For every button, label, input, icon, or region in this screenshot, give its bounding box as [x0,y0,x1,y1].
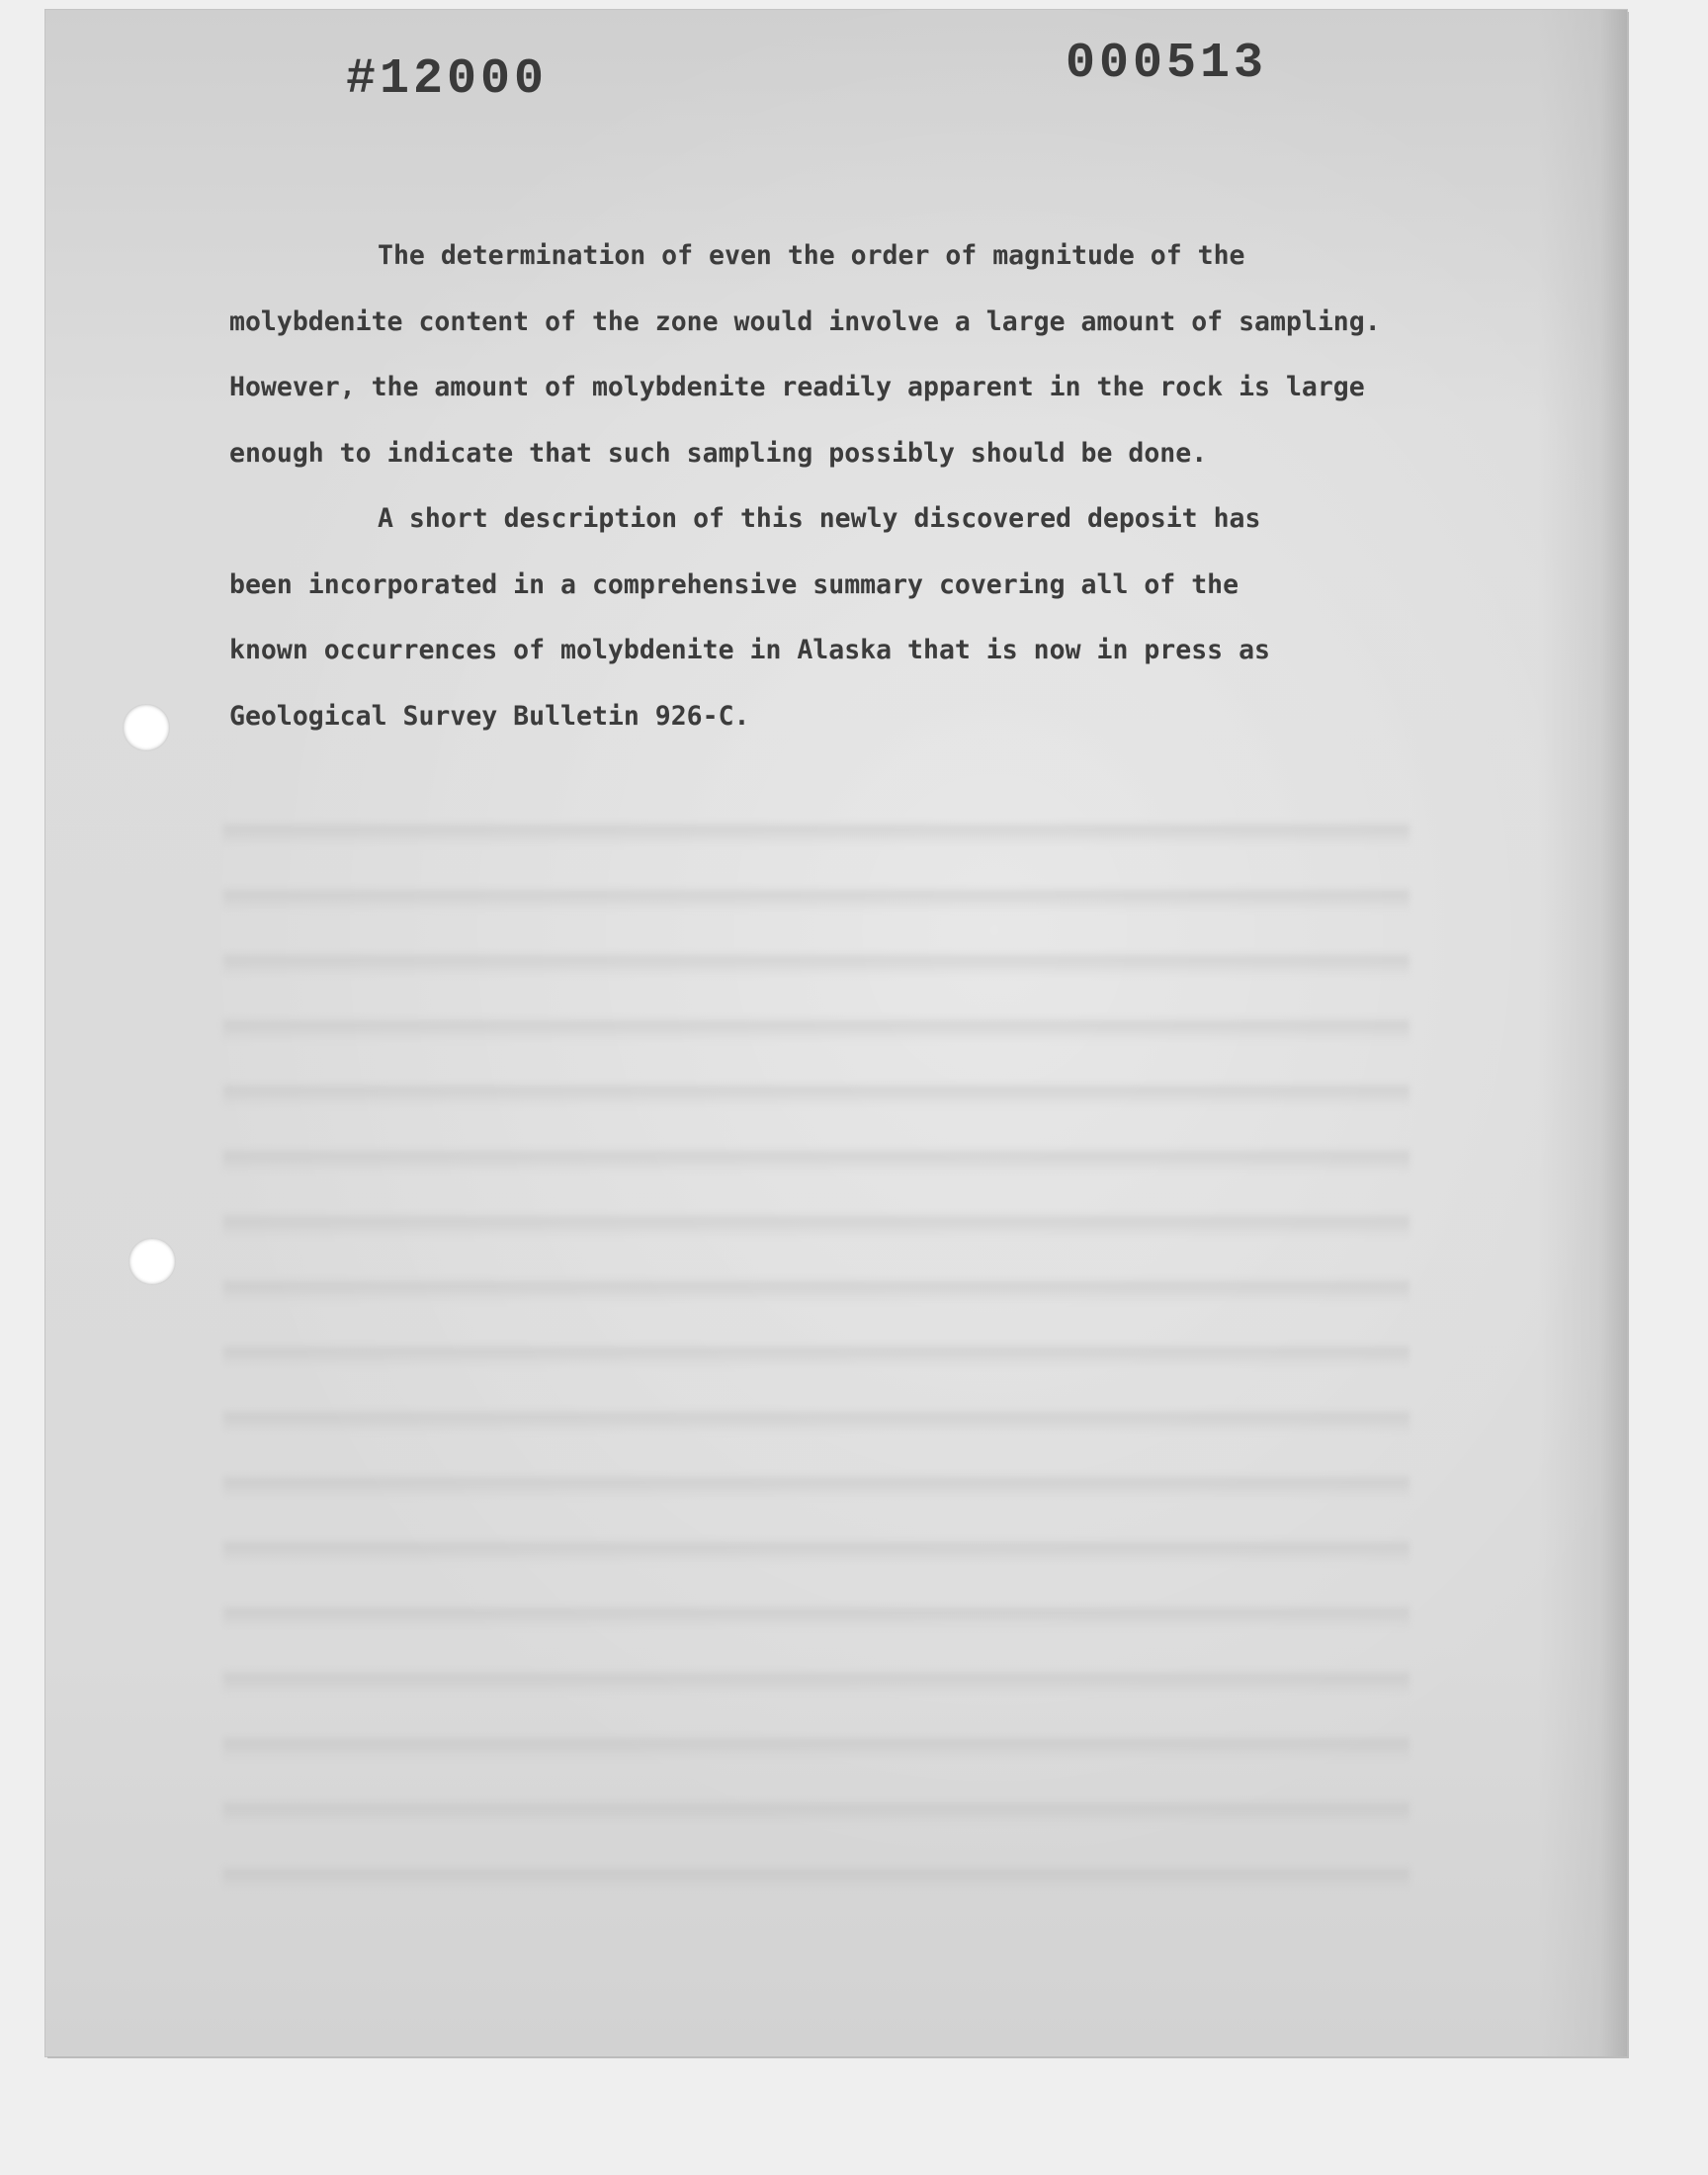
show-through-text [223,781,1409,1918]
document-number-left: #12000 [346,51,549,108]
page-number-right: 000513 [1066,36,1268,92]
paragraph-2-line-3: known occurrences of molybdenite in Alaska that is now in press as [229,635,1270,665]
paragraph-1-line-2: molybdenite content of the zone would involve a large amount of sampling. [229,305,1381,337]
paragraph-2-line-4: Geological Survey Bulletin 926-C. [229,700,750,732]
paragraph-1 [229,223,1455,486]
paragraph-1-line-1: The determination of even the order of magnitude of the [378,240,1245,271]
paragraph-2-line-2: been incorporated in a comprehensive summary covering all of the [229,568,1239,600]
paragraph-1-line-3: However, the amount of molybdenite readily apparent in the rock is large [229,372,1365,402]
paragraph-1-line-4: enough to indicate that such sampling possibly should be done. [229,437,1208,469]
paragraph-2 [229,486,1455,749]
paper-edge-shadow [1538,10,1627,2056]
punch-hole-bottom [128,1238,176,1285]
punch-hole-top [123,704,170,751]
body-text [229,223,1455,749]
paragraph-2-line-1: A short description of this newly discovered deposit has [378,503,1261,534]
